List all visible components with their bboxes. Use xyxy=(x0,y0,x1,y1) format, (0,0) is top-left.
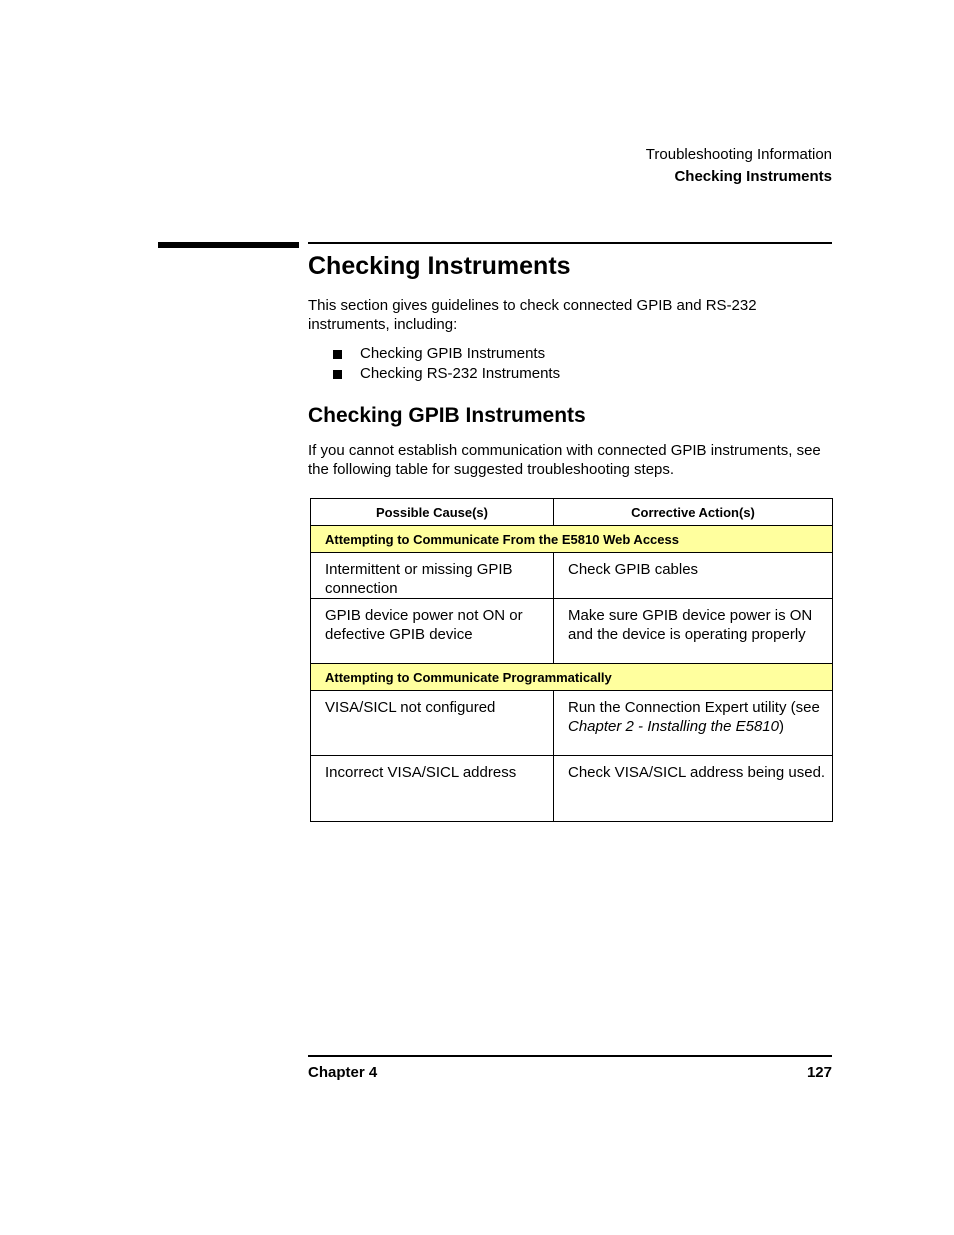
page-number: 127 xyxy=(806,1064,832,1081)
action-cell: Make sure GPIB device power is ON and the device is operating properly xyxy=(554,599,833,664)
section-title: Checking GPIB Instruments xyxy=(308,404,586,427)
chapter-marker-rule xyxy=(158,242,299,248)
footer-chapter: Chapter 4 xyxy=(308,1064,378,1081)
page-title: Checking Instruments xyxy=(308,252,571,280)
section-paragraph: If you cannot establish communication with connected GPIB instruments, see the following table for suggested troubleshooting steps. xyxy=(308,442,821,478)
action-text-suffix: ) xyxy=(778,718,784,735)
running-header-section: Troubleshooting Information xyxy=(645,146,832,163)
action-cell xyxy=(554,691,833,756)
table-group-row xyxy=(311,526,833,553)
chapter-reference: Chapter 2 - Installing the E5810 xyxy=(568,718,779,735)
square-bullet-icon xyxy=(333,370,342,379)
table-header-row xyxy=(311,499,833,526)
table-row xyxy=(311,553,833,599)
list-item xyxy=(333,364,560,384)
intro-paragraph: This section gives guidelines to check connected GPIB and RS-232 instruments, including: xyxy=(308,297,757,333)
action-cell: Check VISA/SICL address being used. xyxy=(554,756,833,822)
topic-list xyxy=(333,344,560,384)
column-header-cause: Possible Cause(s) xyxy=(311,499,554,526)
cause-cell: VISA/SICL not configured xyxy=(311,691,554,756)
group-label: Attempting to Communicate From the E5810 Web Access xyxy=(311,526,833,553)
cause-cell: Intermittent or missing GPIB connection xyxy=(311,553,554,599)
action-cell: Check GPIB cables xyxy=(554,553,833,599)
list-item xyxy=(333,344,560,364)
cause-cell: Incorrect VISA/SICL address xyxy=(311,756,554,822)
action-text: Run the Connection Expert utility (see xyxy=(568,699,820,716)
table-group-row xyxy=(311,664,833,691)
footer-rule xyxy=(308,1055,832,1057)
troubleshooting-table xyxy=(310,498,833,822)
table-row xyxy=(311,756,833,822)
list-item-label: Checking GPIB Instruments xyxy=(360,345,546,362)
table-row xyxy=(311,599,833,664)
list-item-label: Checking RS-232 Instruments xyxy=(360,365,561,382)
column-header-action: Corrective Action(s) xyxy=(554,499,833,526)
group-label: Attempting to Communicate Programmatically xyxy=(311,664,833,691)
running-header-subsection: Checking Instruments xyxy=(674,168,832,185)
cause-cell: GPIB device power not ON or defective GPIB device xyxy=(311,599,554,664)
square-bullet-icon xyxy=(333,350,342,359)
table-row xyxy=(311,691,833,756)
title-rule xyxy=(308,242,832,244)
